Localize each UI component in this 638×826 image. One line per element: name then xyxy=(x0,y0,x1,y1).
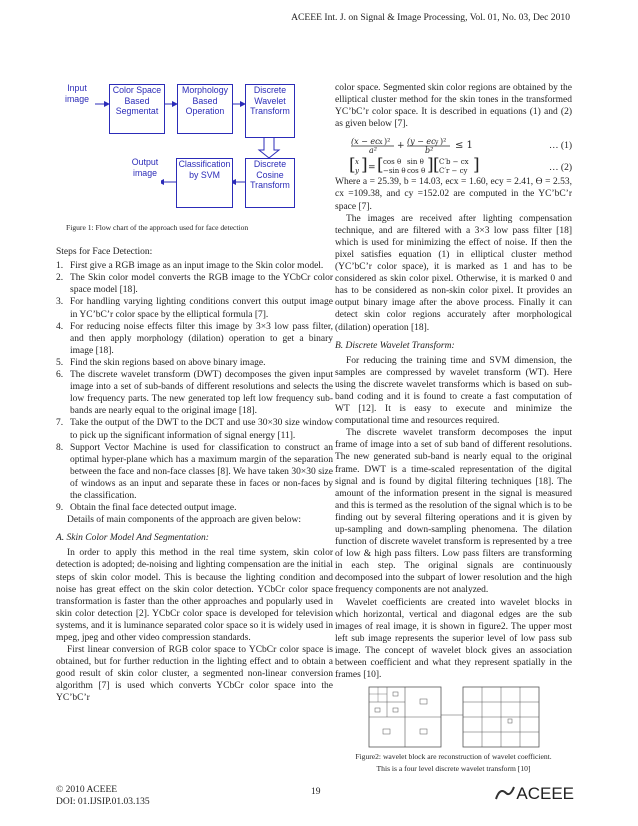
right-column xyxy=(335,82,572,775)
svg-text:x: x xyxy=(355,158,359,167)
section-a-paragraph-2: First linear conversion of RGB color space to YCbCr color space is obtained, but for further reduction in the lighting effect and to obtain a good result of skin color cluster, a segmented non-linear conversion algorithm [7] is used which converts YCbCr color space into the YC’bC’r xyxy=(56,645,333,704)
aceee-logo xyxy=(494,784,574,804)
svg-text:x: x xyxy=(379,139,383,147)
flowchart xyxy=(56,82,333,222)
svg-text:≤ 1: ≤ 1 xyxy=(455,140,473,152)
equation-1 xyxy=(335,134,572,154)
svg-text:)²: )² xyxy=(440,137,447,147)
right-paragraph-1: color space. Segmented skin color regions are obtained by the elliptical cluster method for the skin tones in the transformed YC’bC’r color space. It is described in equations (1) and (2) as given below [7]. xyxy=(335,83,572,130)
svg-text:=: = xyxy=(368,163,376,174)
node-segmentation: Color Space Based Segmentat xyxy=(109,84,165,134)
footer-left xyxy=(56,784,150,808)
page-number: 19 xyxy=(311,787,321,797)
node-svm: Classification by SVM xyxy=(176,158,233,208)
aceee-logo-text: ACEEE xyxy=(516,784,574,803)
svg-text:cos θ: cos θ xyxy=(383,158,402,167)
step-item: 4. For reducing noise effects filter this image by 3×3 low pass filter, and then apply morphology (dilation) operation to get a binary image [18]. xyxy=(56,321,333,356)
node-morphology: Morphology Based Operation xyxy=(177,84,233,134)
section-b-heading: B. Discrete Wavelet Transform: xyxy=(335,340,455,351)
running-header: ACEEE Int. J. on Signal & Image Processing, Vol. 01, No. 03, Dec 2010 xyxy=(291,12,570,23)
copyright: © 2010 ACEEE xyxy=(56,785,118,795)
svg-text:a²: a² xyxy=(369,146,377,155)
svg-text:sin θ: sin θ xyxy=(407,158,424,167)
svg-text:+: + xyxy=(397,141,405,152)
step-item: 1. First give a RGB image as an input image to the Skin color model. xyxy=(56,261,324,272)
steps-title: Steps for Face Detection: xyxy=(56,247,153,258)
node-input: Input image xyxy=(59,82,95,128)
step-item: 9. Obtain the final face detected output image. xyxy=(56,503,237,514)
node-dwt: Discrete Wavelet Transform xyxy=(245,84,295,138)
svg-text:y: y xyxy=(355,167,359,176)
svg-text:]: ] xyxy=(427,156,434,176)
node-dct: Discrete Cosine Transform xyxy=(245,158,295,208)
aceee-logo-icon xyxy=(494,785,516,801)
section-a-paragraph-1: In order to apply this method in the real time system, skin color detection is adopted; de-noising and lighting compensation are the initial steps of skin color model. This is because the lighting condition and noise has great effect on the skin color detection. YCbCr color space transformation is faster than the other approaches and popularly used in skin color detection [2]. YCbCr color space is developed for television systems, and it is luminance separated color space so it is widely used in mpeg, jpeg and other video compression standards. xyxy=(56,548,333,643)
step-item: 5. Find the skin regions based on above binary image. xyxy=(56,357,266,368)
details-paragraph: Details of main components of the approach are given below: xyxy=(67,515,301,526)
where-paragraph: Where a = 25.39, b = 14.03, ecx = 1.60, ecy = 2.41, ϴ = 2.53, cx =109.38, and cy =152.02 are computed in the YC’bC’r space [7]. xyxy=(335,177,572,212)
equation-1-formula xyxy=(349,134,499,154)
step-item: 8. Support Vector Machine is used for classification to construct an optimal hyper-plane which has a maximum margin of the separation between the face and non-face classes [8]. We have taken 30×30 size of windows as an input and separate these in faces or non-faces by the classification. xyxy=(56,442,333,501)
svg-text:]: ] xyxy=(473,156,480,176)
section-b-paragraph-2: The discrete wavelet transform decomposes the input frame of image into a set of sub band of different resolutions. The new generated sub-band is nearly equal to the original frame. DWT is a time-scaled representation of the digital signal and is found by digital filtering techniques [18]. The amount of the information present in the signal is measured and this is termed as the resolution of the signal which is to be finding out by several filtering operations and it is given by up-sampling and down-sampling phenomena. The dilation function of discrete wavelet transform is represented by a tree of low & high pass filters. Low pass filters are transforming in each step. The original signals are continuously decomposed into the subpart of lower resolution and the high frequency components are not analyzed. xyxy=(335,428,572,596)
step-item: 2. The Skin color model converts the RGB image to the YCbCr color space model [18]. xyxy=(56,273,333,296)
figure2-caption-line-2: This is a four level discrete wavelet transform [10] xyxy=(376,764,531,774)
svg-text:[: [ xyxy=(377,156,384,176)
figure1-caption: Figure 1: Flow chart of the approach used for face detection xyxy=(66,223,249,232)
svg-text:C′r − cy: C′r − cy xyxy=(439,167,468,176)
wavelet-block-diagram xyxy=(335,685,572,751)
svg-text:)²: )² xyxy=(384,137,391,147)
arrow-dwt-dct xyxy=(259,137,279,158)
svg-text:C′b − cx: C′b − cx xyxy=(439,158,469,167)
equation-2-number: … (2) xyxy=(549,163,572,174)
equation-2 xyxy=(335,156,572,176)
equation-2-formula xyxy=(349,156,499,176)
node-output: Output image xyxy=(129,156,161,202)
figure2-caption-line-1: Figure2: wavelet block are reconstruction of wavelet coefficient. xyxy=(355,752,552,762)
section-b-paragraph-3: Wavelet coefficients are created into wavelet blocks in which horizontal, vertical and diagonal edges are the sub images of real image, it is shown in figure2. The upper most left sub image represents the superior level of low pass sub image. The concept of wavelet block gives an association between coefficient and what they represent spatially in the frames [10]. xyxy=(335,597,572,681)
section-b-paragraph-1: For reducing the training time and SVM dimension, the samples are compressed by wavelet transform (WT). Here using the discrete wavelet transforms which is based on sub-band coding and it is found to create a fast computation of WT [12]. It is easy to execute and minimize the computational time and resources required. xyxy=(335,355,572,427)
step-item: 7. Take the output of the DWT to the DCT and use 30×30 size window to pick up the significant information of signal energy [11]. xyxy=(56,418,333,441)
svg-text:cos θ: cos θ xyxy=(407,167,426,176)
left-column xyxy=(56,82,333,705)
section-a-heading: A. Skin Color Model And Segmentation: xyxy=(56,533,209,544)
right-paragraph-2: The images are received after lighting compensation technique, and are filtered with a 3×3 low pass filter [18] which is used for minimizing the effect of noise. If then the pixel satisfies equation (1) in elliptical cluster method (YC’bC’r color space), it is marked as 1 and has to be considered as skin color pixel. Otherwise, it is marked 0 and has to be considered as non-skin color pixel. It provides an output binary image after the above process. Finally it can detect skin color regions accurately after morphological (dilation) operation [18]. xyxy=(335,213,572,333)
svg-text:y: y xyxy=(435,139,439,147)
figure2 xyxy=(335,685,572,751)
svg-text:[: [ xyxy=(349,156,356,176)
svg-text:−sin θ: −sin θ xyxy=(383,167,406,176)
svg-text:b²: b² xyxy=(425,146,434,155)
step-item: 3. For handling varying lighting conditions convert this output image in YC’bC’r color space by the elliptical formula [7]. xyxy=(56,297,333,320)
equation-1-number: … (1) xyxy=(549,141,572,152)
svg-text:(y − ec: (y − ec xyxy=(407,137,436,147)
svg-text:[: [ xyxy=(433,156,440,176)
step-item: 6. The discrete wavelet transform (DWT) decomposes the given input image into a set of sub-bands of different resolutions and selects the low frequency parts. The new generated top left low frequency sub-bands are nearly equal to the original image [18]. xyxy=(56,370,333,417)
svg-text:]: ] xyxy=(361,156,368,176)
steps-list xyxy=(56,260,333,514)
doi: DOI: 01.IJSIP.01.03.135 xyxy=(56,797,150,807)
svg-text:(x − ec: (x − ec xyxy=(351,137,380,147)
